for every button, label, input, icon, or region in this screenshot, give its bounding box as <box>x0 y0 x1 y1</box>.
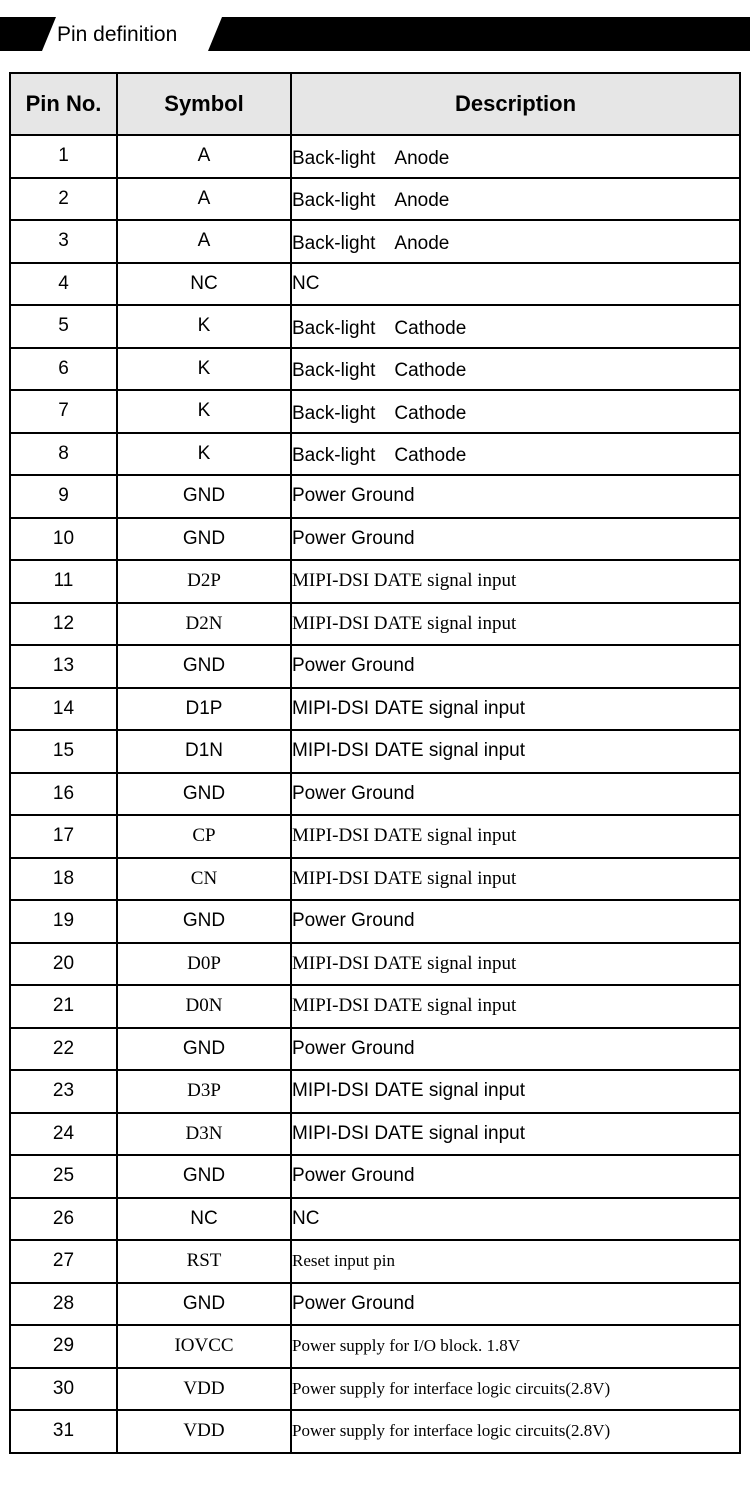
pin-number-cell: 14 <box>10 688 117 731</box>
description-cell: MIPI-DSI DATE signal input <box>291 815 740 858</box>
description-cell: Power Ground <box>291 518 740 561</box>
symbol-cell: D2P <box>117 560 291 603</box>
pin-number-cell: 23 <box>10 1070 117 1113</box>
pin-number-cell: 27 <box>10 1240 117 1283</box>
description-cell: Power Ground <box>291 773 740 816</box>
symbol-cell: D1P <box>117 688 291 731</box>
pin-number-cell: 19 <box>10 900 117 943</box>
description-cell: MIPI-DSI DATE signal input <box>291 603 740 646</box>
symbol-cell: D0P <box>117 943 291 986</box>
description-cell: MIPI-DSI DATE signal input <box>291 1113 740 1156</box>
symbol-cell: D3N <box>117 1113 291 1156</box>
symbol-cell: K <box>117 348 291 391</box>
description-cell: Power Ground <box>291 645 740 688</box>
description-cell: Back-light Cathode <box>291 390 740 433</box>
description-cell: Power Ground <box>291 1028 740 1071</box>
symbol-cell: K <box>117 305 291 348</box>
description-cell: Back-light Anode <box>291 178 740 221</box>
description-cell: Back-light Cathode <box>291 348 740 391</box>
table-row <box>10 773 740 816</box>
table-row <box>10 518 740 561</box>
table-row <box>10 900 740 943</box>
description-cell: Back-light Cathode <box>291 433 740 476</box>
pin-definition-table <box>9 72 741 1454</box>
symbol-cell: CN <box>117 858 291 901</box>
table-row <box>10 1410 740 1453</box>
symbol-cell: GND <box>117 773 291 816</box>
pin-number-cell: 15 <box>10 730 117 773</box>
table-row <box>10 730 740 773</box>
pin-number-cell: 16 <box>10 773 117 816</box>
symbol-cell: D0N <box>117 985 291 1028</box>
description-cell: MIPI-DSI DATE signal input <box>291 688 740 731</box>
description-cell: MIPI-DSI DATE signal input <box>291 985 740 1028</box>
symbol-cell: VDD <box>117 1410 291 1453</box>
table-row <box>10 1240 740 1283</box>
table-row <box>10 858 740 901</box>
table-row <box>10 475 740 518</box>
pin-number-cell: 9 <box>10 475 117 518</box>
table-row <box>10 433 740 476</box>
table-row <box>10 1283 740 1326</box>
table-row <box>10 985 740 1028</box>
description-cell: Power supply for interface logic circuits(2.8V) <box>291 1410 740 1453</box>
table-body <box>10 135 740 1453</box>
description-cell: MIPI-DSI DATE signal input <box>291 858 740 901</box>
table-row <box>10 263 740 306</box>
pin-number-cell: 4 <box>10 263 117 306</box>
symbol-cell: GND <box>117 1283 291 1326</box>
symbol-cell: NC <box>117 263 291 306</box>
table-row <box>10 348 740 391</box>
description-cell: Power supply for interface logic circuits(2.8V) <box>291 1368 740 1411</box>
pin-number-cell: 21 <box>10 985 117 1028</box>
symbol-cell: GND <box>117 645 291 688</box>
symbol-cell: D2N <box>117 603 291 646</box>
pin-number-cell: 20 <box>10 943 117 986</box>
description-cell: Power Ground <box>291 900 740 943</box>
symbol-cell: D1N <box>117 730 291 773</box>
header-description: Description <box>291 73 740 135</box>
description-cell: NC <box>291 263 740 306</box>
pin-number-cell: 30 <box>10 1368 117 1411</box>
pin-number-cell: 13 <box>10 645 117 688</box>
symbol-cell: NC <box>117 1198 291 1241</box>
symbol-cell: GND <box>117 1155 291 1198</box>
pin-number-cell: 2 <box>10 178 117 221</box>
pin-number-cell: 22 <box>10 1028 117 1071</box>
table-row <box>10 645 740 688</box>
symbol-cell: A <box>117 178 291 221</box>
pin-number-cell: 28 <box>10 1283 117 1326</box>
description-cell: Power supply for I/O block. 1.8V <box>291 1325 740 1368</box>
pin-number-cell: 7 <box>10 390 117 433</box>
description-cell: Reset input pin <box>291 1240 740 1283</box>
table-row <box>10 1028 740 1071</box>
table-row <box>10 1325 740 1368</box>
pin-number-cell: 3 <box>10 220 117 263</box>
table-row <box>10 1070 740 1113</box>
symbol-cell: A <box>117 135 291 178</box>
pin-number-cell: 18 <box>10 858 117 901</box>
pin-number-cell: 17 <box>10 815 117 858</box>
table-row <box>10 560 740 603</box>
pin-number-cell: 6 <box>10 348 117 391</box>
pin-number-cell: 11 <box>10 560 117 603</box>
description-cell: MIPI-DSI DATE signal input <box>291 560 740 603</box>
pin-number-cell: 10 <box>10 518 117 561</box>
description-cell: NC <box>291 1198 740 1241</box>
table-row <box>10 1198 740 1241</box>
description-cell: Back-light Anode <box>291 220 740 263</box>
symbol-cell: CP <box>117 815 291 858</box>
symbol-cell: A <box>117 220 291 263</box>
symbol-cell: GND <box>117 518 291 561</box>
pin-number-cell: 25 <box>10 1155 117 1198</box>
table-row <box>10 1155 740 1198</box>
symbol-cell: D3P <box>117 1070 291 1113</box>
table-row <box>10 220 740 263</box>
description-cell: Power Ground <box>291 1283 740 1326</box>
symbol-cell: K <box>117 390 291 433</box>
symbol-cell: VDD <box>117 1368 291 1411</box>
symbol-cell: GND <box>117 1028 291 1071</box>
description-cell: Power Ground <box>291 475 740 518</box>
table-row <box>10 1113 740 1156</box>
symbol-cell: K <box>117 433 291 476</box>
table-row <box>10 305 740 348</box>
pin-number-cell: 29 <box>10 1325 117 1368</box>
header-symbol: Symbol <box>117 73 291 135</box>
table-row <box>10 390 740 433</box>
table-row <box>10 603 740 646</box>
symbol-cell: GND <box>117 475 291 518</box>
pin-number-cell: 31 <box>10 1410 117 1453</box>
description-cell: MIPI-DSI DATE signal input <box>291 730 740 773</box>
table-row <box>10 135 740 178</box>
section-title: Pin definition <box>57 23 178 46</box>
pin-number-cell: 26 <box>10 1198 117 1241</box>
table-row <box>10 688 740 731</box>
pin-number-cell: 1 <box>10 135 117 178</box>
table-header-row <box>10 73 740 135</box>
table-row <box>10 943 740 986</box>
description-cell: Back-light Anode <box>291 135 740 178</box>
header-pin-no: Pin No. <box>10 73 117 135</box>
symbol-cell: RST <box>117 1240 291 1283</box>
pin-number-cell: 5 <box>10 305 117 348</box>
pin-number-cell: 24 <box>10 1113 117 1156</box>
description-cell: Back-light Cathode <box>291 305 740 348</box>
table-row <box>10 178 740 221</box>
description-cell: Power Ground <box>291 1155 740 1198</box>
table-row <box>10 1368 740 1411</box>
description-cell: MIPI-DSI DATE signal input <box>291 1070 740 1113</box>
pin-number-cell: 12 <box>10 603 117 646</box>
symbol-cell: IOVCC <box>117 1325 291 1368</box>
description-cell: MIPI-DSI DATE signal input <box>291 943 740 986</box>
table-row <box>10 815 740 858</box>
pin-number-cell: 8 <box>10 433 117 476</box>
symbol-cell: GND <box>117 900 291 943</box>
